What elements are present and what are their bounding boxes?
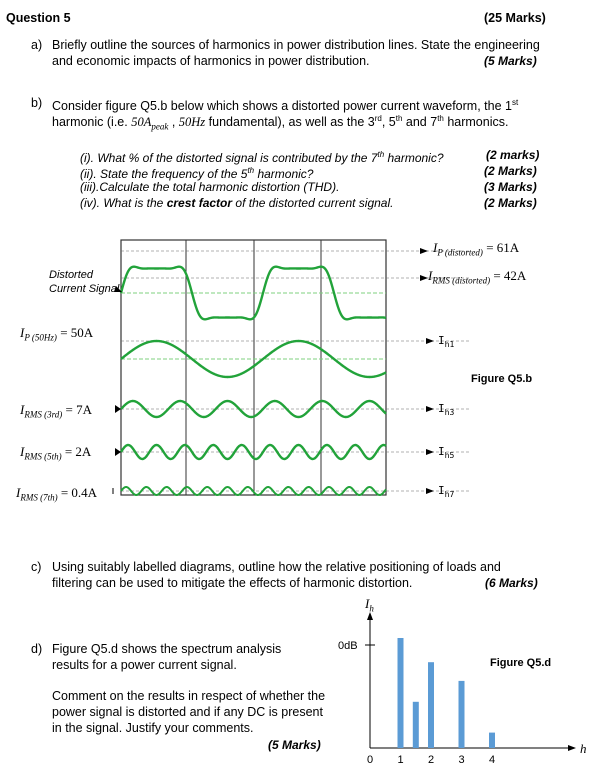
ih5-label: $I_{h5}$ xyxy=(438,445,455,461)
part-d-line1: Figure Q5.d shows the spectrum analysis xyxy=(52,642,282,656)
figure-d-odb: 0dB xyxy=(338,640,358,652)
part-d-line3: Comment on the results in respect of whether the xyxy=(52,689,326,703)
question-title: Question 5 xyxy=(6,11,71,25)
part-d-letter: d) xyxy=(31,642,43,656)
part-b-item-1-marks: (2 marks) xyxy=(486,148,540,162)
part-c-line2: filtering can be used to mitigate the effects of harmonic distortion. xyxy=(52,576,413,590)
part-a-line1: Briefly outline the sources of harmonics in power distribution lines. State the engineering xyxy=(52,38,540,52)
figure-q5d-chart xyxy=(365,612,576,751)
irms-3rd-label: $I_{RMS (3rd)} = 7A$ xyxy=(20,402,92,420)
ih7-label: $I_{h7}$ xyxy=(438,484,455,500)
part-b-item-4: (iv). What is the crest factor of the distorted current signal. xyxy=(80,196,394,210)
ih1-label: $I_{h1}$ xyxy=(438,334,455,350)
arrow-h5-label xyxy=(115,448,121,456)
spectrum-bar xyxy=(428,662,434,748)
spectrum-bar xyxy=(489,733,495,748)
x-tick-label: 0 xyxy=(367,754,374,766)
part-a-marks: (5 Marks) xyxy=(484,54,537,68)
ih3-label: $I_{h3}$ xyxy=(438,402,455,418)
part-b-line1: Consider figure Q5.b below which shows a distorted power current waveform, the 1st xyxy=(52,98,519,114)
part-b-line2: harmonic (i.e. $50A_{peak}$ , 50Hz fundamental), as well as the 3rd, 5th and 7th harmonics. xyxy=(52,114,509,132)
irms-5th-label: $I_{RMS (5th)} = 2A$ xyxy=(20,444,92,462)
x-tick-label: 4 xyxy=(489,754,496,766)
ip-distorted-label: $I_{P (distorted)} = 61A$ xyxy=(433,240,520,258)
x-tick-label: 1 xyxy=(397,754,404,766)
part-b-item-3-marks: (3 Marks) xyxy=(484,180,537,194)
x-tick-label: 2 xyxy=(428,754,435,766)
part-d-line2: results for a power current signal. xyxy=(52,658,237,672)
arrow-ih1 xyxy=(426,338,434,344)
part-d-line5: in the signal. Justify your comments. xyxy=(52,721,254,735)
figure-d-caption: Figure Q5.d xyxy=(490,657,552,669)
arrow-ih5 xyxy=(426,449,434,455)
arrow-ih3 xyxy=(426,406,434,412)
part-a-letter: a) xyxy=(31,38,43,52)
figure-d-xlabel: h xyxy=(580,741,587,756)
distorted-label-1: Distorted xyxy=(49,269,94,281)
part-d-marks: (5 Marks) xyxy=(268,738,321,752)
figure-b-caption: Figure Q5.b xyxy=(471,373,533,385)
figure-d-ylabel: $I_h$ xyxy=(365,596,374,614)
part-b-item-4-marks: (2 Marks) xyxy=(484,196,537,210)
x-tick-label: 3 xyxy=(458,754,465,766)
part-c-line1: Using suitably labelled diagrams, outline how the relative positioning of loads and xyxy=(52,560,501,574)
x-axis-arrow xyxy=(568,745,576,751)
irms-7th-label: $I_{RMS (7th)} = 0.4A$ xyxy=(16,485,98,503)
distorted-label-2: Current Signal xyxy=(49,283,120,295)
arrow-ih7 xyxy=(426,488,434,494)
part-b-item-1: (i). What % of the distorted signal is contributed by the 7th harmonic? xyxy=(80,150,444,165)
part-b-item-3: (iii).Calculate the total harmonic distortion (THD). xyxy=(80,180,340,194)
arrow-ip-distorted xyxy=(420,248,428,254)
arrow-h3-label xyxy=(115,405,121,413)
question-marks: (25 Marks) xyxy=(484,11,546,25)
arrow-irms-distorted xyxy=(420,275,428,281)
part-c-marks: (6 Marks) xyxy=(485,576,538,590)
spectrum-bar xyxy=(413,702,419,748)
part-b-item-2-marks: (2 Marks) xyxy=(484,164,537,178)
ip-50hz-label: $I_{P (50Hz)} = 50A$ xyxy=(20,325,94,343)
part-b-item-2: (ii). State the frequency of the 5th harmonic? xyxy=(80,166,314,181)
part-c-letter: c) xyxy=(31,560,42,574)
part-a-line2: and economic impacts of harmonics in power distribution. xyxy=(52,54,370,68)
part-b-letter: b) xyxy=(31,96,43,110)
irms-distorted-label: $I_{RMS (distorted)} = 42A$ xyxy=(428,268,527,286)
spectrum-bar xyxy=(459,681,465,748)
part-d-line4: power signal is distorted and if any DC is present xyxy=(52,705,323,719)
spectrum-bar xyxy=(398,638,404,748)
